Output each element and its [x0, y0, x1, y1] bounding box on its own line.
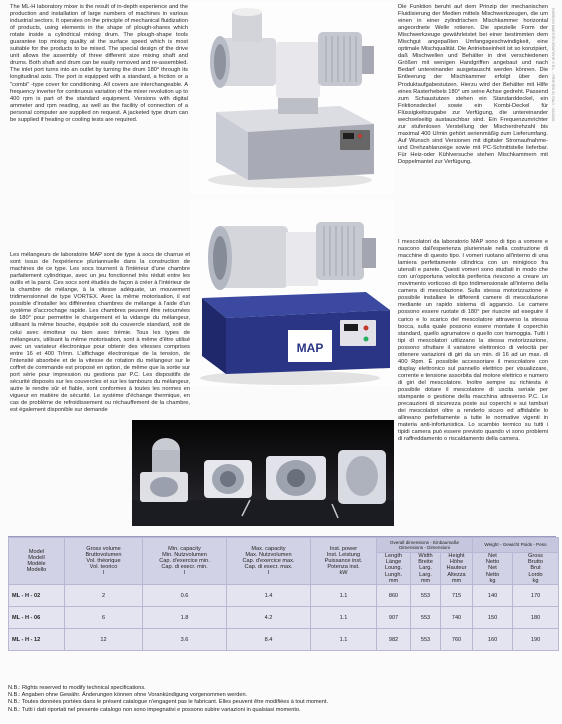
header-text: Model Modell Modèle Modello: [26, 548, 47, 574]
header-text: Min. capacity Min. Nutzvolumen Cap. d'exercice min. Cap. di esecr. min. l: [159, 545, 210, 577]
cell-net-weight: 160: [473, 629, 513, 651]
cell-max-capacity: 4.2: [227, 607, 311, 629]
header-text: Height Höhe Hauteur Altezza mm: [446, 553, 467, 584]
footnote-de: N.B.: Angaben ohne Gewähr. Änderungen können ohne Vorankündigung vorgenommen werden.: [8, 692, 248, 699]
cell-width: 553: [411, 629, 441, 651]
header-text: Width Breite Larg. Larg. mm: [418, 553, 433, 584]
header-net-weight: [473, 553, 513, 585]
cell-width: 553: [411, 585, 441, 607]
cell-max-capacity: 1.4: [227, 585, 311, 607]
header-length: [377, 553, 411, 585]
footnotes: [8, 685, 328, 714]
table-row: [9, 585, 559, 607]
header-group-dimensions: Overall dimensions - Einbaumaße Dimensions - Dimensioni: [377, 538, 473, 553]
cell-max-capacity: 8.4: [227, 629, 311, 651]
spec-table: [8, 537, 559, 651]
cell-inst-power: 1.1: [311, 607, 377, 629]
header-text: Max. capacity Max. Nutzvolumen Cap. d'exercice max. Cap. di esecr. max. l: [242, 545, 295, 577]
print-credit: GIORGIO MAESTRI GRAFICHE S.R.L. - PRINTED IN ITALY - 03/2006: [551, 8, 555, 122]
cell-model: ML - H - 02: [9, 585, 65, 607]
cell-length: 907: [377, 607, 411, 629]
table-row: [9, 607, 559, 629]
footnote-fr: N.B.: Toutes données portées dans le présent catalogue n'engagent pas le fabricant. Elles peuvent être modifiées à tout moment.: [8, 699, 329, 706]
header-width: [411, 553, 441, 585]
cell-inst-power: 1.1: [311, 629, 377, 651]
header-min-capacity: [143, 538, 227, 585]
mixing-drums-photo: [132, 420, 394, 526]
cell-min-capacity: 3.6: [143, 629, 227, 651]
header-text: Gross Brutto Brut Lordo kg: [528, 553, 543, 584]
header-text: Inst. power Inst. Leistung Puissance inst. Potenza inst. kW: [324, 545, 363, 577]
header-model: [9, 538, 65, 585]
header-text: Length Länge Loung. Lungh. mm: [384, 553, 403, 584]
cell-gross-volume: 6: [65, 607, 143, 629]
table-row: [9, 629, 559, 651]
text-english: The ML-H laboratory mixer is the result of in-depth experience and the production and installation of large numbers of machines in various industrial sectors. It operates on the principle of mechanical fluidization of products, using elements in the shape of plough-shares which rotate inside a cylindrical mixing drum. The plough-shape tools guarantee top mixing quality at the surface speed which is most suitable for the products to be mixed. The special design of the drive unit allows the assembly of three different size mixing shaft and drums. Both shaft and drum can be easily removed and re-assembled. The inlet port turns into an outlet by turning the drum 180° through its longitudinal axis. The port is equipped with a standard, a friction or a "combi" -type cover for conditioning. All covers are interchangeable. A frequency inverter for continuous variation of the mixer revolution up to 400 rpm is part of the standard equipment. Versions with digital ammeter and rpm reading, as well as the facility of connection of a personal computer are supplied on request. A jacketed type drum can be supplied if heating or cooling tests are required.: [10, 4, 188, 123]
mixer-machine-badge-photo: [190, 200, 395, 386]
text-italian: I mescolatori da laboratorio MAP sono di tipo a vomere e nascono dall'esperienza pluriennale nella costruzione di macchine di questo tipo. I vomeri ruotano all'interno di una lamiera perfettamente cilindrica con un minigioco fra utensili e parete. Questi vomeri sono studiati in modo che con un'opportuna velocità periferica riescono a creare un movimento vorticoso di tipo tridimensionale all'interno della camera di mescolazione. Sulla stessa motorizzazione è possibile installare le differenti camere di mescolazione mediante un rapido sistema di aggancio. Le camere possono essere ruotate di 180° per riuscire ad eseguire il carico e lo scarico del mescolatore attraverso la stessa bocca, sulla quale possono essere montate il coperchio standard, quello agrumatore o quello con tramoggia. Tutti i tipi di mescolatori utilizzano la stessa motorizzazione, possono sfruttare il variatore elettronico di velocità per ottenere variazioni di giri da un min. di 16 ad un max. di 400 Rpm. È possibile accessoriare il mescolatore con display elettronico sul pannello elettrico per visualizzare, corrente e tensione assorbita dal motore elettrico e numero di giri del mescolatore. Inoltre sempre su richiesta è possibile dotare il mescolatore di uscita seriale per stampante o gestione della macchina attraverso P.C. Le precauzioni di sicurezza poste sui coperchi e sui tamburi dei mescolatori oltre a renderlo sicuro ed affidabile lo allineano perfettamente a tutte le normative vigenti in materia anti-infortunistica. Lo scambio termico su tutti i tipidi camera può essere previsto quando vi sono problemi di raffreddamento o riscaldamento della camera.: [398, 239, 548, 443]
footnote-it: N.B.: Tutti i dati riportati nel presente catalogo non sono impegnativi e possono subire variazioni in qualsiasi momento.: [8, 706, 301, 713]
cell-net-weight: 140: [473, 585, 513, 607]
text-german: Die Funktion beruht auf dem Prinzip der mechanischen Fluidisierung der Medien mittels Mischwerkzeugen, die um einen in einer zylindrischen Mischkammer horizontal angeordnete Welle rotieren. Die spezielle Form der Mischwerkzeuge gewährleistet bei einer bestimmten dem Mischgut angepaßten Umfangsgeschwindigkeit, eine optimale Mischqualität. Die Antriebseinheit ist so konzipiert, daß Mischwellen und Behälter in drei verschiedenen Größen mit wenigen Handgriffen angebaut und nach Bedarf untereinander ausgetauscht werden können. Die Entleerung der Mischkammer erfolgt über den Produktaufgabestutzen. Hierzu wird der Behälter mit Hilfe eines Rasterhebels 180° um seine Achse gedreht. Passend zum Schaustutzen stehen ein Standarddeckel, ein Friktionsdeckel sowie ein Kombi-Deckel für Flüssigkeitszugabe zur Verfügung, die untereinander wechselseitig austauschbar sind. Ein Frequenzumrichter zur stufenlosen Verstellung der Mischerdrehzahl bis maximal 400 U/min gehört serienmäßig zum Lieferumfang. Auf Wunsch sind Versionen mit digitaler Stromaufnahme- und Drehzahlanzeige sowie mit PC-Schnittstelle lieferbar. Für Heiz-oder Kühlversuche stehen Mischkammern mit Doppelmantel zur Verfügung.: [398, 4, 548, 166]
cell-width: 553: [411, 607, 441, 629]
cell-gross-volume: 2: [65, 585, 143, 607]
cell-height: 715: [441, 585, 473, 607]
cell-height: 740: [441, 607, 473, 629]
header-group-weight: Weight - Gewicht Poids - Peso: [473, 538, 559, 553]
cell-model: ML - H - 06: [9, 607, 65, 629]
header-max-capacity: [227, 538, 311, 585]
footnote-en: N.B.: Rights reserved to modify technical specifications.: [8, 685, 146, 691]
header-gross-volume: [65, 538, 143, 585]
cell-model: ML - H - 12: [9, 629, 65, 651]
cell-length: 982: [377, 629, 411, 651]
header-text: Net Netto Net Netto kg: [485, 553, 500, 584]
header-inst-power: [311, 538, 377, 585]
cell-min-capacity: 1.8: [143, 607, 227, 629]
cell-inst-power: 1.1: [311, 585, 377, 607]
header-text: Gross volume Bruttovolumen Vol. théorique Vol. teorico l: [85, 545, 122, 577]
text-french: Les mélangeurs de laboratoire MAP sont de type à socs de charrue et sont issus de l'expérience pluriannuelle dans la construction de machines de ce type. Les socs tournent à l'intérieur d'une chambre parfaitement cylindrique, avec un jeu fonctionnel très réduit entre les outils et la paroi. Ces socs sont étudiés de façon à créer à l'intérieur de la chambre de mélange, à la vitesse adéquate, un mouvement tridimensionnel de type VORTEX. Avec la même motorisation, il est possible d'installer les différentes chambres de mélange à l'aide d'un système d'accrochage rapide. Les chambres peuvent être retournées de 180° pour permettre le chargement et la vidange du mélangeur, utilisant la même bouche, équipée soit du couvercle standard, soit de celui avec émotteur ou bien avec trémie. Tous les types de mélangeurs, utilisant la même motorisation, sont à même d'être utilisé avec un variateur électronique pour obtenir des vitesses comprises entre 16 et 400 Tr/mn. L'affichage électronique de la tension, de l'intensité absorbée et de la vitesse de rotation du mélangeur sur le coffret de commande est proposé en option, de même que la sortie sur port série pour impression ou gestions par P.C. Les dispositifs de sécurité disposés sur les couvercles et sur les tambours du mélangeur, autre le rendre sûr et fiable, sont conformes à toutes les normes en vigueur en matière de sécurité. Le système d'échange thermique, en cas de problème de refroidissement ou réchauffement de la chambre, est également disponible sur demande: [10, 252, 190, 414]
mixer-machine-photo: [190, 2, 395, 194]
cell-gross-weight: 180: [513, 607, 559, 629]
cell-gross-weight: 170: [513, 585, 559, 607]
header-height: [441, 553, 473, 585]
cell-gross-volume: 12: [65, 629, 143, 651]
cell-net-weight: 150: [473, 607, 513, 629]
header-gross-weight: [513, 553, 559, 585]
cell-length: 860: [377, 585, 411, 607]
cell-min-capacity: 0.6: [143, 585, 227, 607]
cell-height: 760: [441, 629, 473, 651]
machine-badge: MAP: [296, 341, 324, 355]
cell-gross-weight: 190: [513, 629, 559, 651]
